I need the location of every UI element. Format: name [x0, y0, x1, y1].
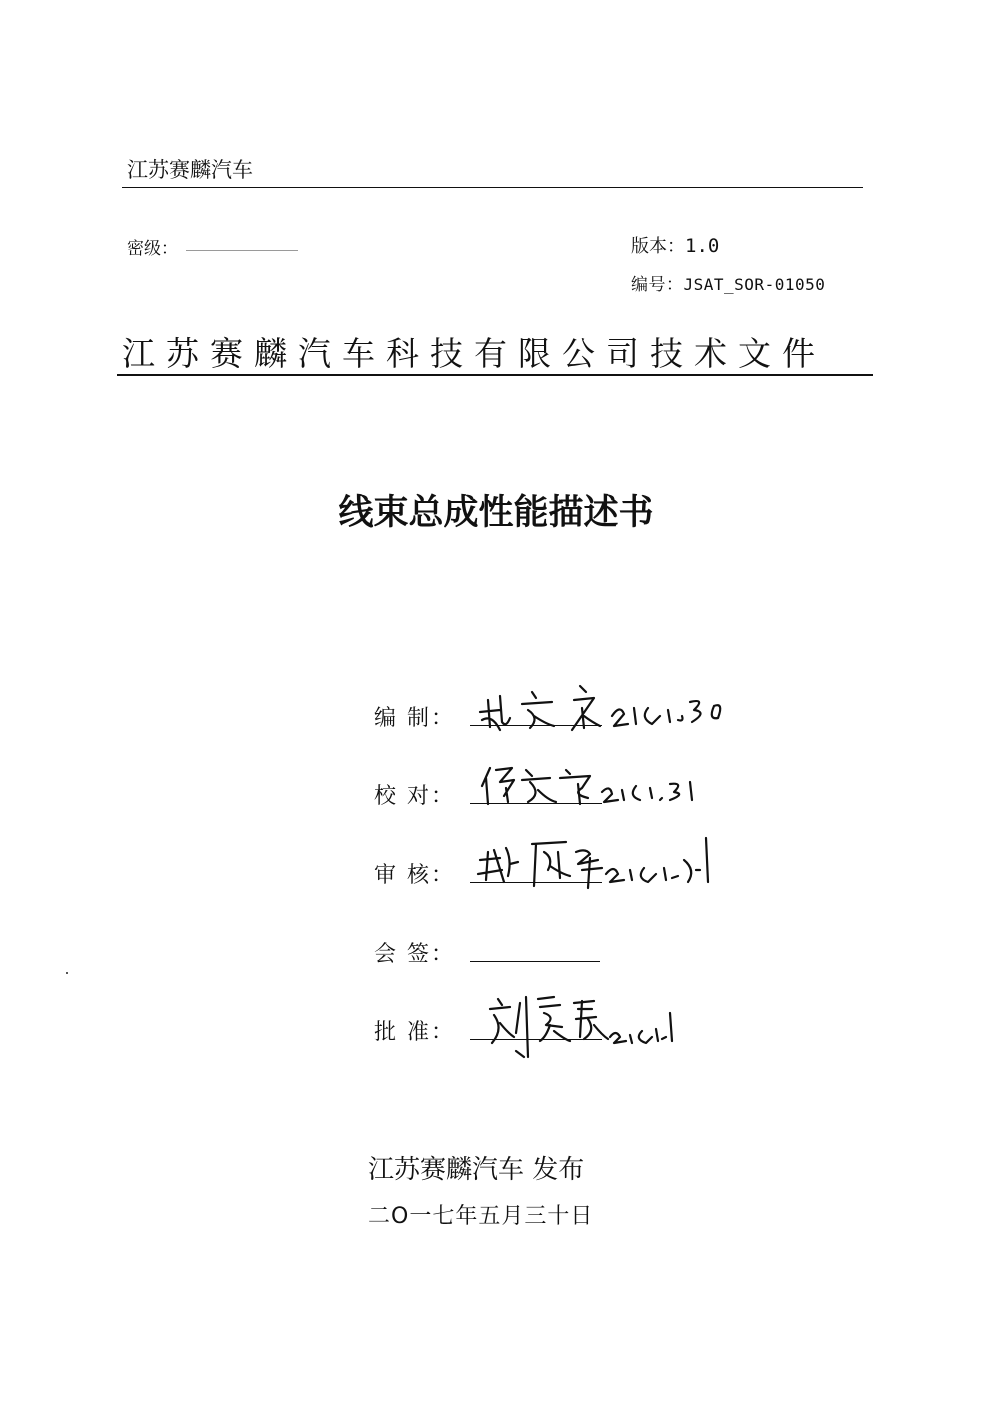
signature-approved	[470, 985, 680, 1065]
version-label: 版本：	[631, 236, 685, 257]
secret-level-label: 密级：	[127, 239, 178, 259]
signature-compiled	[470, 672, 730, 734]
version-value: 1.0	[685, 235, 720, 257]
sig-line-countersign	[470, 961, 600, 962]
sig-label-reviewed: 审 核：	[374, 863, 455, 888]
sig-label-proofread: 校 对：	[374, 784, 455, 809]
signature-proofread	[470, 760, 700, 810]
secret-level-blank	[186, 250, 298, 251]
version-field	[631, 232, 719, 258]
publisher-line: 江苏赛麟汽车 发布	[368, 1155, 585, 1185]
doc-number-label: 编号：	[631, 275, 684, 295]
document-title: 线束总成性能描述书	[338, 493, 654, 533]
doc-number-field	[631, 270, 825, 295]
doc-number-value: JSAT_SOR-01050	[683, 275, 826, 294]
header-rule	[122, 187, 863, 188]
sig-label-compiled: 编 制：	[374, 706, 455, 731]
doc-category-title: 江苏赛麟汽车科技有限公司技术文件	[122, 334, 826, 373]
scan-speck	[66, 972, 68, 974]
sig-label-approved: 批 准：	[374, 1020, 455, 1045]
header-company: 江苏赛麟汽车	[127, 158, 253, 182]
signature-reviewed	[470, 830, 710, 892]
sig-label-countersign: 会 签：	[374, 942, 455, 967]
doc-category-rule	[117, 374, 873, 376]
publish-date: 二O一七年五月三十日	[368, 1204, 594, 1229]
